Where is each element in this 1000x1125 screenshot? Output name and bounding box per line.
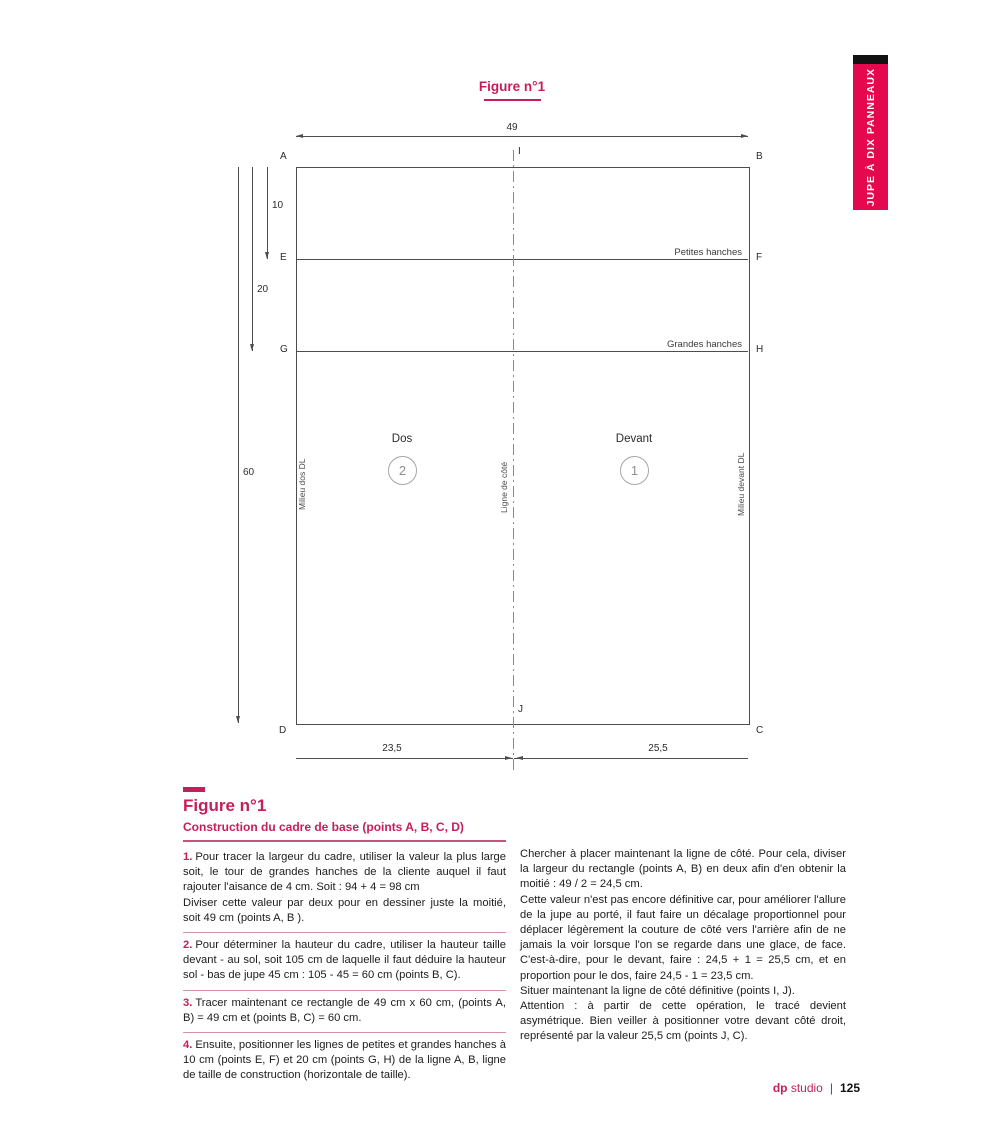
arrowhead-right-icon [505, 756, 512, 760]
grandes-hanches-label: Grandes hanches [667, 339, 742, 350]
dos-number-badge: 2 [388, 456, 417, 485]
dos-label: Dos [391, 433, 413, 445]
section-subtitle: Construction du cadre de base (points A, B, C, D) [183, 820, 464, 834]
dimension-value-bottom-right: 25,5 [648, 743, 668, 754]
point-J: J [518, 704, 523, 715]
arrowhead-left-icon [516, 756, 523, 760]
milieu-dos-label: Milieu dos DL [297, 458, 307, 510]
point-F: F [756, 252, 763, 263]
dimension-line-bottom-right [514, 758, 748, 759]
instruction-item-2 [183, 932, 506, 990]
dimension-line-bottom-left [296, 758, 513, 759]
dimension-line-20 [252, 167, 253, 351]
dimension-value-20: 20 [257, 284, 269, 295]
section-rule [183, 840, 506, 842]
dimension-line-60 [238, 167, 239, 723]
chapter-tab [853, 55, 888, 210]
item-number: 4. [183, 1039, 193, 1052]
point-E: E [280, 252, 287, 263]
point-G: G [280, 344, 288, 355]
point-A: A [280, 151, 287, 162]
petites-hanches-label: Petites hanches [674, 247, 742, 258]
item-text-continued: Diviser cette valeur par deux pour en dessiner juste la moitié, soit 49 cm (points A, B ). [183, 896, 506, 924]
item-number: 1. [183, 851, 193, 863]
brand-dp: dp [772, 1081, 788, 1095]
footer-separator: | [829, 1081, 833, 1095]
instructions-left-column [183, 845, 506, 1090]
paragraph: Situer maintenant la ligne de côté définitive (points I, J). [520, 984, 795, 997]
item-text: Tracer maintenant ce rectangle de 49 cm x 60 cm, (points A, B) = 49 cm et (points B, C) = 60 cm. [183, 996, 506, 1024]
item-number: 3. [183, 996, 193, 1009]
grandes-hanches-line [296, 351, 748, 352]
dimension-line-10 [267, 167, 268, 259]
petites-hanches-line [296, 259, 748, 260]
item-number: 2. [183, 939, 193, 952]
item-text: Pour déterminer la hauteur du cadre, utiliser la hauteur taille devant - au sol, soit 105 cm de laquelle il faut déduire la hauteur sol - bas de jupe 45 cm : 105 - 45 = 60 cm (points B, C). [183, 939, 506, 982]
chapter-tab-black-cap [853, 55, 888, 64]
instructions-right-column [520, 847, 846, 1045]
item-text: Ensuite, positionner les lignes de petites et grandes hanches à 10 cm (points E, F) et 20 cm (points G, H) de la ligne A, B, ligne de taille de construction (horizontale de taille). [183, 1039, 506, 1082]
dimension-line-top [296, 136, 748, 137]
point-I: I [518, 146, 521, 157]
chapter-tab-label: JUPE À DIX PANNEAUX [864, 67, 877, 207]
arrowhead-left-icon [296, 134, 303, 138]
brand-studio: studio [787, 1081, 823, 1095]
chapter-tab-body [853, 64, 888, 210]
section-accent-dash [183, 787, 205, 792]
arrowhead-down-icon [250, 344, 254, 351]
devant-number-badge: 1 [620, 456, 649, 485]
arrowhead-down-icon [236, 716, 240, 723]
instruction-item-4 [183, 1032, 506, 1090]
arrowhead-down-icon [265, 252, 269, 259]
page-footer [660, 1081, 860, 1095]
point-D: D [279, 725, 287, 736]
point-C: C [756, 725, 764, 736]
figure-caption: Figure n°1 [478, 79, 546, 94]
dimension-value-10: 10 [272, 200, 284, 211]
arrowhead-right-icon [741, 134, 748, 138]
paragraph: Chercher à placer maintenant la ligne de côté. Pour cela, diviser la largeur du rectangle (points A, B) en deux afin d'en obtenir la moitié : 49 / 2 = 24,5 cm. [520, 848, 846, 891]
page-number: 125 [839, 1081, 860, 1095]
section-title: Figure n°1 [183, 796, 267, 815]
dimension-value-60: 60 [243, 467, 255, 478]
point-B: B [756, 151, 763, 162]
item-text: Pour tracer la largeur du cadre, utiliser la valeur la plus large soit, le tour de grandes hanches de la cliente auquel il faut rajouter l'aisance de 4 cm. Soit : 94 + 4 = 98 cm [183, 851, 506, 894]
paragraph: Cette valeur n'est pas encore définitive car, pour améliorer l'allure de la jupe au porté, il faut faire un décalage proportionnel pour déplacer légèrement la couture de côté vers l'arrière afin de ne jamais la voir lorsque l'on se regarde dans une glace, de face. C'est-à-dire, pour le devant, faire : 24,5 + 1 = 25,5 cm, et en proportion pour le dos, faire 24,5 - 1 = 23,5 cm. [520, 893, 846, 982]
figure-caption-underline [484, 99, 541, 101]
point-H: H [756, 344, 764, 355]
ligne-de-cote-dashdot [513, 150, 514, 772]
dimension-value-bottom-left: 23,5 [382, 743, 402, 754]
instruction-item-3 [183, 990, 506, 1032]
milieu-devant-label: Milieu devant DL [736, 452, 746, 516]
devant-label: Devant [615, 433, 653, 445]
ligne-de-cote-label: Ligne de côté [499, 461, 509, 513]
paragraph: Attention : à partir de cette opération, le tracé devient asymétrique. Bien veiller à positionner votre devant côté droit, représenté par la valeur 25,5 cm (points J, C). [520, 1000, 846, 1043]
dimension-value-top: 49 [506, 122, 518, 133]
instruction-item-1 [183, 845, 506, 932]
